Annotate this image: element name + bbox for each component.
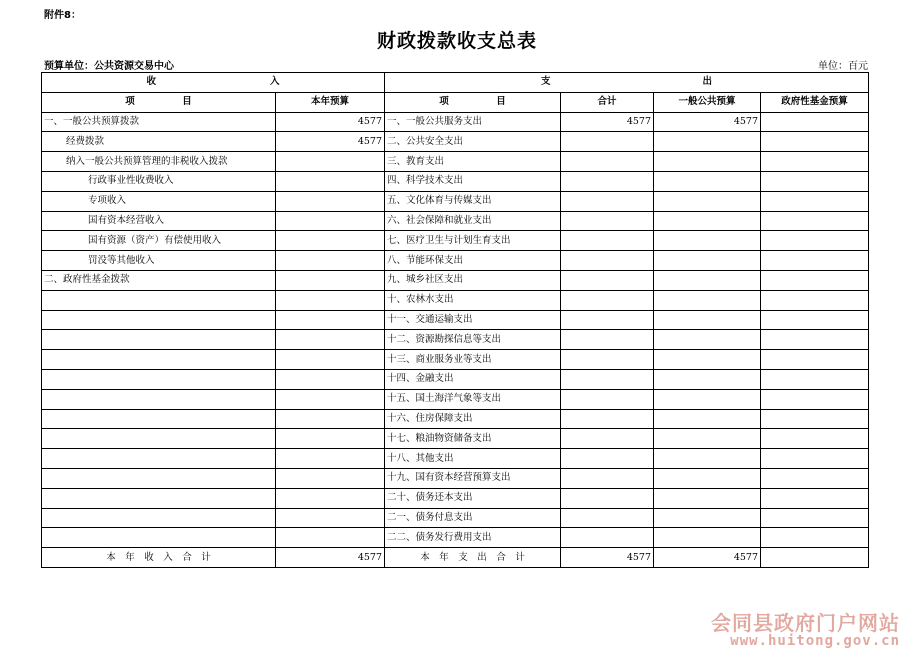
expense-total-cell: [561, 270, 654, 290]
income-item-cell: 纳入一般公共预算管理的非税收入拨款: [42, 152, 276, 172]
expense-total-cell: [561, 211, 654, 231]
expense-total-cell: 4577: [561, 112, 654, 132]
expense-fund-cell: [761, 369, 869, 389]
page-title: 财政拨款收支总表: [376, 30, 537, 52]
expense-general-cell: [654, 290, 761, 310]
income-budget-cell: [276, 350, 385, 370]
currency-unit: 单位：百元: [818, 61, 868, 72]
budget-table: [41, 72, 869, 568]
expense-item-cell: 二二、债务发行费用支出: [385, 528, 561, 548]
income-budget-cell: [276, 488, 385, 508]
expense-total-value: 4577: [561, 548, 654, 568]
income-budget-cell: [276, 449, 385, 469]
attachment-label: 附件8：: [44, 10, 81, 21]
expense-fund-cell: [761, 508, 869, 528]
table-row: [42, 171, 869, 191]
income-item-cell: [42, 290, 276, 310]
expense-total-cell: [561, 389, 654, 409]
income-budget-cell: [276, 508, 385, 528]
table-row: [42, 449, 869, 469]
income-budget-cell: [276, 310, 385, 330]
income-budget-cell: [276, 468, 385, 488]
expense-fund-cell: [761, 152, 869, 172]
table-row: [42, 488, 869, 508]
expense-fund-cell: [761, 191, 869, 211]
header-expense-item: 项 目: [385, 92, 561, 112]
table-row: [42, 270, 869, 290]
expense-item-cell: 二十、债务还本支出: [385, 488, 561, 508]
expense-total-cell: [561, 488, 654, 508]
expense-general-cell: [654, 310, 761, 330]
income-item-cell: [42, 468, 276, 488]
expense-item-cell: 十三、商业服务业等支出: [385, 350, 561, 370]
expense-item-cell: 六、社会保障和就业支出: [385, 211, 561, 231]
expense-general-cell: [654, 449, 761, 469]
table-row: [42, 112, 869, 132]
budget-unit: 预算单位：公共资源交易中心: [44, 61, 174, 72]
expense-general-cell: [654, 231, 761, 251]
expense-general-cell: [654, 488, 761, 508]
income-item-cell: [42, 330, 276, 350]
expense-general-cell: [654, 152, 761, 172]
section-header-row: [42, 73, 869, 93]
expense-fund-cell: [761, 389, 869, 409]
expense-fund-cell: [761, 488, 869, 508]
expense-general-cell: [654, 350, 761, 370]
expense-fund-cell: [761, 132, 869, 152]
income-item-cell: [42, 369, 276, 389]
expense-fund-cell: [761, 468, 869, 488]
header-expense-general: 一般公共预算: [654, 92, 761, 112]
column-header-row: [42, 92, 869, 112]
expense-total-cell: [561, 449, 654, 469]
expense-general-cell: [654, 251, 761, 271]
expense-item-cell: 十八、其他支出: [385, 449, 561, 469]
income-budget-cell: [276, 152, 385, 172]
expense-fund-cell: [761, 112, 869, 132]
totals-row: [42, 548, 869, 568]
expense-fund-cell: [761, 171, 869, 191]
expense-item-cell: 七、医疗卫生与计划生育支出: [385, 231, 561, 251]
expense-total-cell: [561, 171, 654, 191]
expense-total-cell: [561, 369, 654, 389]
table-row: [42, 350, 869, 370]
table-row: [42, 389, 869, 409]
expense-fund-cell: [761, 310, 869, 330]
expense-total-cell: [561, 191, 654, 211]
income-item-cell: [42, 528, 276, 548]
expense-item-cell: 十六、住房保障支出: [385, 409, 561, 429]
expense-total-cell: [561, 152, 654, 172]
expense-general-cell: [654, 468, 761, 488]
income-budget-cell: [276, 429, 385, 449]
expense-total-cell: [561, 330, 654, 350]
income-budget-cell: [276, 191, 385, 211]
income-budget-cell: 4577: [276, 112, 385, 132]
income-budget-cell: [276, 211, 385, 231]
expense-total-cell: [561, 468, 654, 488]
income-budget-cell: [276, 369, 385, 389]
expense-fund-cell: [761, 449, 869, 469]
expense-general-cell: [654, 528, 761, 548]
header-income-budget: 本年预算: [276, 92, 385, 112]
header-expense-fund: 政府性基金预算: [761, 92, 869, 112]
expense-item-cell: 二、公共安全支出: [385, 132, 561, 152]
expense-fund-cell: [761, 528, 869, 548]
expense-item-cell: 八、节能环保支出: [385, 251, 561, 271]
expense-fund-cell: [761, 290, 869, 310]
expense-total-cell: [561, 350, 654, 370]
expense-general-cell: [654, 429, 761, 449]
income-item-cell: [42, 449, 276, 469]
expense-fund-cell: [761, 251, 869, 271]
expense-item-cell: 十五、国土海洋气象等支出: [385, 389, 561, 409]
income-budget-cell: [276, 409, 385, 429]
expense-total-cell: [561, 409, 654, 429]
expense-item-cell: 十七、粮油物资储备支出: [385, 429, 561, 449]
income-budget-cell: [276, 389, 385, 409]
header-expense-total: 合计: [561, 92, 654, 112]
expense-general-total-value: 4577: [654, 548, 761, 568]
table-row: [42, 330, 869, 350]
expense-fund-cell: [761, 270, 869, 290]
income-item-cell: 经费拨款: [42, 132, 276, 152]
watermark-url: www.huitong.gov.cn: [730, 633, 900, 649]
expense-general-cell: 4577: [654, 112, 761, 132]
income-item-cell: [42, 409, 276, 429]
expense-item-cell: 九、城乡社区支出: [385, 270, 561, 290]
table-row: [42, 369, 869, 389]
table-row: [42, 409, 869, 429]
income-item-cell: 国有资源（资产）有偿使用收入: [42, 231, 276, 251]
table-row: [42, 152, 869, 172]
income-item-cell: 二、政府性基金拨款: [42, 270, 276, 290]
expense-fund-cell: [761, 211, 869, 231]
watermark-site-name: 会同县政府门户网站: [711, 611, 900, 635]
income-budget-cell: [276, 231, 385, 251]
income-item-cell: 专项收入: [42, 191, 276, 211]
expense-fund-cell: [761, 429, 869, 449]
expense-total-cell: [561, 290, 654, 310]
expense-item-cell: 四、科学技术支出: [385, 171, 561, 191]
income-budget-cell: 4577: [276, 132, 385, 152]
expense-general-cell: [654, 508, 761, 528]
expense-general-cell: [654, 132, 761, 152]
expense-fund-cell: [761, 330, 869, 350]
table-row: [42, 132, 869, 152]
expense-item-cell: 十二、资源勘探信息等支出: [385, 330, 561, 350]
expense-total-cell: [561, 231, 654, 251]
income-total-label: 本 年 收 入 合 计: [42, 548, 276, 568]
income-total-value: 4577: [276, 548, 385, 568]
income-item-cell: [42, 429, 276, 449]
expense-general-cell: [654, 409, 761, 429]
expense-general-cell: [654, 270, 761, 290]
expense-item-cell: 五、文化体育与传媒支出: [385, 191, 561, 211]
table-row: [42, 251, 869, 271]
income-item-cell: 行政事业性收费收入: [42, 171, 276, 191]
expense-general-cell: [654, 389, 761, 409]
expense-item-cell: 二一、债务付息支出: [385, 508, 561, 528]
expense-total-cell: [561, 132, 654, 152]
expense-item-cell: 三、教育支出: [385, 152, 561, 172]
expense-total-cell: [561, 508, 654, 528]
expense-general-cell: [654, 191, 761, 211]
section-income: 收 入: [42, 73, 385, 93]
income-item-cell: [42, 389, 276, 409]
table-row: [42, 468, 869, 488]
header-income-item: 项 目: [42, 92, 276, 112]
income-budget-cell: [276, 290, 385, 310]
table-row: [42, 290, 869, 310]
income-budget-cell: [276, 330, 385, 350]
expense-fund-cell: [761, 350, 869, 370]
income-item-cell: [42, 350, 276, 370]
table-row: [42, 508, 869, 528]
table-row: [42, 528, 869, 548]
expense-total-cell: [561, 251, 654, 271]
expense-fund-total-value: [761, 548, 869, 568]
income-item-cell: 一、一般公共预算拨款: [42, 112, 276, 132]
expense-total-cell: [561, 310, 654, 330]
table-row: [42, 429, 869, 449]
expense-general-cell: [654, 211, 761, 231]
income-item-cell: 国有资本经营收入: [42, 211, 276, 231]
income-budget-cell: [276, 171, 385, 191]
income-budget-cell: [276, 251, 385, 271]
expense-total-cell: [561, 429, 654, 449]
income-item-cell: [42, 508, 276, 528]
expense-item-cell: 十九、国有资本经营预算支出: [385, 468, 561, 488]
income-item-cell: [42, 488, 276, 508]
expense-fund-cell: [761, 231, 869, 251]
expense-general-cell: [654, 369, 761, 389]
expense-total-label: 本 年 支 出 合 计: [385, 548, 561, 568]
expense-general-cell: [654, 171, 761, 191]
expense-item-cell: 一、一般公共服务支出: [385, 112, 561, 132]
income-item-cell: 罚没等其他收入: [42, 251, 276, 271]
expense-fund-cell: [761, 409, 869, 429]
income-budget-cell: [276, 528, 385, 548]
table-row: [42, 211, 869, 231]
table-row: [42, 231, 869, 251]
expense-item-cell: 十一、交通运输支出: [385, 310, 561, 330]
expense-general-cell: [654, 330, 761, 350]
section-expense: 支 出: [385, 73, 869, 93]
income-budget-cell: [276, 270, 385, 290]
expense-total-cell: [561, 528, 654, 548]
expense-item-cell: 十、农林水支出: [385, 290, 561, 310]
table-row: [42, 310, 869, 330]
table-row: [42, 191, 869, 211]
income-item-cell: [42, 310, 276, 330]
expense-item-cell: 十四、金融支出: [385, 369, 561, 389]
